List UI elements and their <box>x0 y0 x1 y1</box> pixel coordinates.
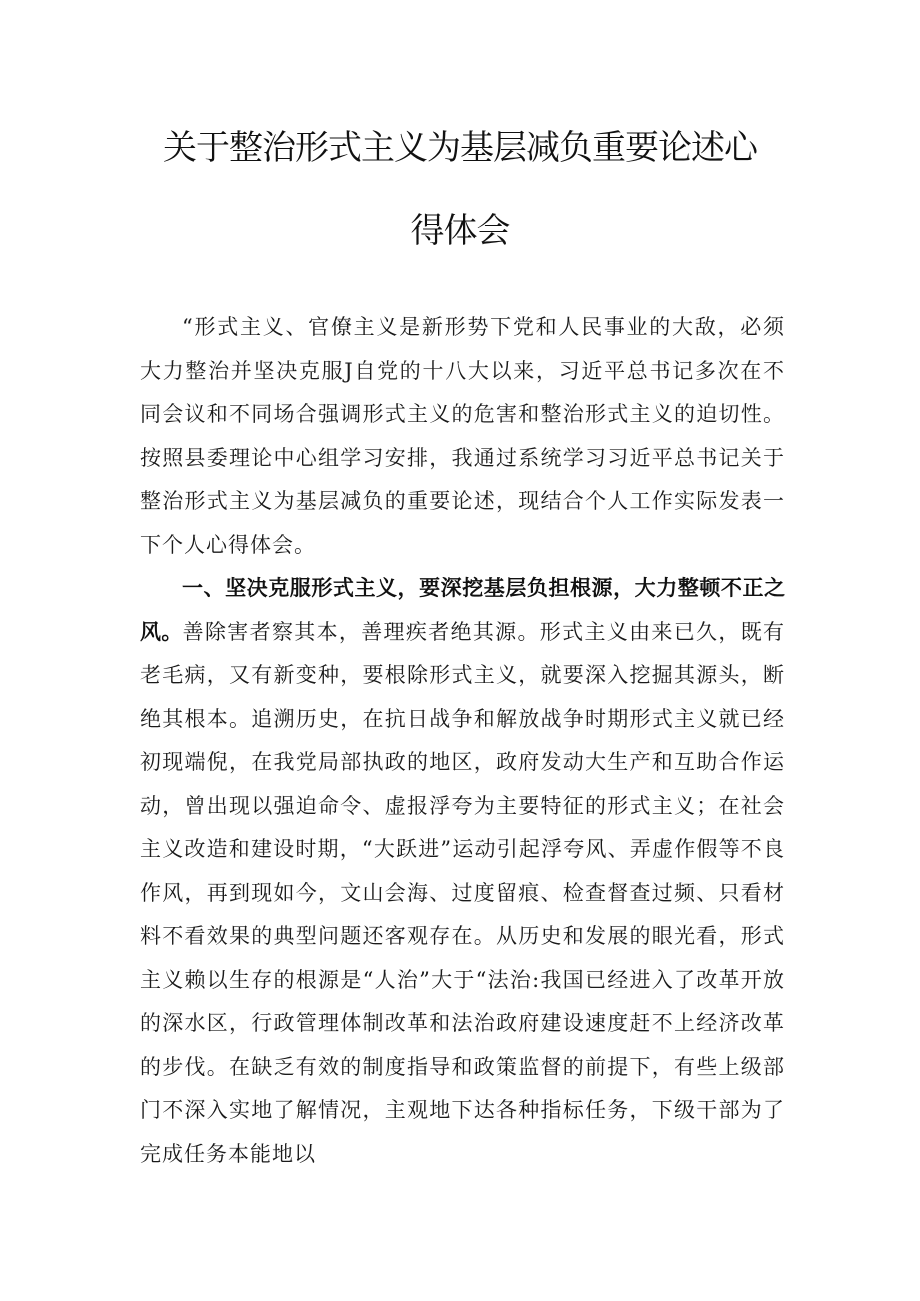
section-1-body: 善除害者察其本，善理疾者绝其源。形式主义由来已久，既有老毛病，又有新变种，要根除形式主义，就要深入挖掘其源头，断绝其根本。追溯历史，在抗日战争和解放战争时期形式主义就已经初现端倪，在我党局部执政的地区，政府发动大生产和互助合作运动，曾出现以强迫命令、虚报浮夸为主要特征的形式主义；在社会主义改造和建设时期，“大跃进”运动引起浮夸风、弄虚作假等不良作风，再到现如今，文山会海、过度留痕、检查督查过频、只看材料不看效果的典型问题还客观存在。从历史和发展的眼光看，形式主义赖以生存的根源是“人治”大于“法治:我国已经进入了改革开放的深水区，行政管理体制改革和法治政府建设速度赶不上经济改革的步伐。在缺乏有效的制度指导和政策监督的前提下，有些上级部门不深入实地了解情况，主观地下达各种指标任务，下级干部为了完成任务本能地以 <box>140 619 786 1166</box>
paragraph-intro: “形式主义、官僚主义是新形势下党和人民事业的大敌，必须大力整治并坚决克服J自党的十八大以来，习近平总书记多次在不同会议和不同场合强调形式主义的危害和整治形式主义的迫切性。按照县委理论中心组学习安排，我通过系统学习习近平总书记关于整治形式主义为基层减负的重要论述，现结合个人工作实际发表一下个人心得体会。 <box>140 315 785 557</box>
paragraph-section-1 <box>140 567 785 1176</box>
document-title-line-1: 关于整治形式主义为基层减负重要论述心 <box>163 128 757 168</box>
section-1-heading: 一、坚决克服形式主义，要深挖基层负担根源，大力整顿不正之风。 <box>140 576 785 644</box>
document-title-line-2: 得体会 <box>410 211 510 251</box>
document-body <box>140 306 785 1176</box>
